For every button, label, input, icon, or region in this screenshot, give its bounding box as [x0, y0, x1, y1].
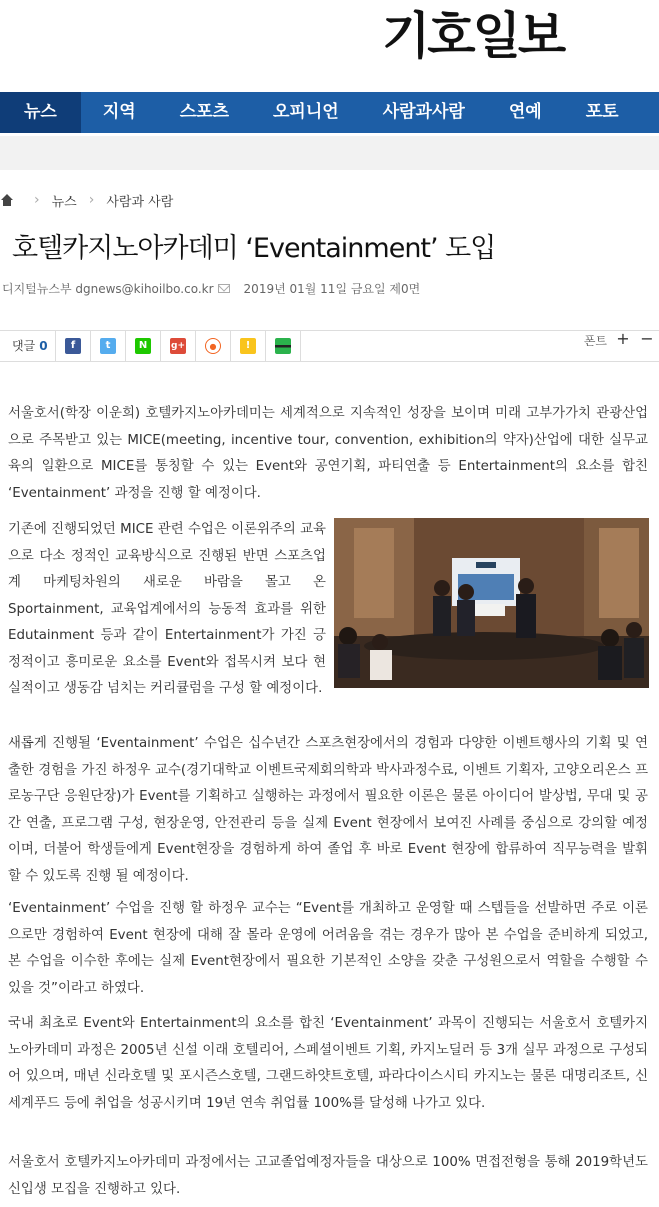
- sub-nav-bar: [0, 136, 659, 170]
- article-paragraph: 국내 최초로 Event와 Entertainment의 요소를 합친 ‘Eventainment’ 과목이 진행되는 서울호서 호텔카지노아카데미 과정은 2005년 신설 이래 호텔리어, 스페셜이벤트 기획, 카지노딜러 등 3개 실무 과정으로 구성되어 있으며, 매년 신라호텔 및 포시즌스호텔, 그랜드하얏트호텔, 파라다이스시티 카지노는 물론 대명리조트, 신세계푸드 등에 취업을 성공시키며 19년 연속 취업률 100%를 달성해 나가고 있다.: [8, 1016, 648, 1111]
- blog-icon: ●: [205, 338, 221, 354]
- kakao-story-icon: !: [240, 338, 256, 354]
- nav-item-opinion[interactable]: 오피니언: [273, 102, 339, 122]
- article-photo[interactable]: [334, 518, 649, 688]
- article-paragraph: 서울호서(학장 이운희) 호텔카지노아카데미는 세계적으로 지속적인 성장을 보이며 미래 고부가가치 관광산업으로 주목받고 있는 MICE(meeting, incentive tour, convention, exhibition의 약자)산업에 대한 실무교육의 일환으로 MICE를 통칭할 수 있는 Event와 공연기획, 파티연출 등 Entertainment의 요소를 합친 ‘Eventainment’ 과정을 진행 할 예정이다.: [8, 406, 648, 501]
- font-increase-button[interactable]: +: [616, 329, 630, 348]
- breadcrumb-news[interactable]: 뉴스: [51, 194, 77, 210]
- comments-count: 0: [39, 339, 48, 353]
- breadcrumb-people[interactable]: 사람과 사람: [106, 194, 174, 210]
- facebook-icon: f: [65, 338, 81, 354]
- article-title: 호텔카지노아카데미 ‘Eventainment’ 도입: [12, 233, 496, 264]
- naver-icon: N: [135, 338, 151, 354]
- nav-item-news[interactable]: 뉴스: [0, 92, 81, 133]
- font-label: 폰트: [583, 333, 607, 348]
- article-paragraph: ‘Eventainment’ 수업을 진행 할 하정우 교수는 “Event를 개최하고 운영할 때 스텝들을 선발하면 주로 이론으로만 경험하여 Event 현장에 대해 잘 몰라 운영에 어려움을 겪는 경우가 많아 본 수업을 준비하게 되었고, 본 수업을 이수한 후에는 실제 Event현장에서 필요한 기본적인 소양을 갖춘 구성원으로서 역할을 수행할 수 있을 것”이라고 하였다.: [8, 901, 648, 996]
- article-paragraph: 기존에 진행되었던 MICE 관련 수업은 이론위주의 교육으로 다소 정적인 교육방식으로 진행된 반면 스포츠업계 마케팅차원의 새로운 바람을 몰고 온 Sportainment, 교육업계에서의 능동적 효과를 위한 Edutainment 등과 같이 Entertainment가 가진 긍정적이고 흥미로운 요소를 Event와 접목시켜 보다 현실적이고 생동감 넘치는 커리큘럼을 구성 할 예정이다.: [8, 522, 326, 696]
- home-icon[interactable]: [0, 193, 14, 207]
- article-date: 2019년 01월 11일 금요일 제0면: [243, 282, 421, 296]
- chevron-right-icon: ›: [88, 192, 95, 208]
- main-nav: [0, 92, 659, 133]
- article-paragraph: 새롭게 진행될 ‘Eventainment’ 수업은 십수년간 스포츠현장에서의 경험과 다양한 이벤트행사의 기획 및 연출한 경험을 가진 하정우 교수(경기대학교 이벤트국제회의학과 박사과정수료, 이벤트 기획자, 고양오리온스 프로농구단 응원단장)가 Event를 기획하고 실행하는 과정에서 필요한 이론은 물론 아이디어 발상법, 무대 및 공간 연출, 프로그램 구성, 현장운영, 안전관리 등을 실제 Event 현장에서 보여진 사례를 중심으로 강의할 예정이며, 더불어 학생들에게 Event현장을 경험하게 하여 졸업 후 바로 Event 현장에 합류하여 직무능력을 발휘 할 수 있도록 진행 될 예정이다.: [8, 736, 648, 884]
- author-email[interactable]: 디지털뉴스부 dgnews@kihoilbo.co.kr: [2, 282, 214, 296]
- nav-item-sports[interactable]: 스포츠: [179, 102, 229, 122]
- twitter-icon: t: [100, 338, 116, 354]
- breadcrumb: [0, 190, 173, 210]
- google-plus-share-button[interactable]: [161, 331, 196, 361]
- nav-item-photo[interactable]: 포토: [585, 102, 619, 122]
- twitter-share-button[interactable]: [91, 331, 126, 361]
- ceremony-photo: [334, 518, 649, 688]
- email-icon[interactable]: [218, 284, 230, 293]
- site-logo[interactable]: 기호일보: [382, 7, 564, 65]
- font-decrease-button[interactable]: −: [640, 329, 654, 348]
- band-share-button[interactable]: [266, 331, 301, 361]
- masthead: [0, 0, 659, 90]
- chevron-right-icon: ›: [34, 192, 40, 208]
- blog-share-button[interactable]: [196, 331, 231, 361]
- nav-item-people[interactable]: 사람과사람: [382, 102, 465, 122]
- naver-share-button[interactable]: [126, 331, 161, 361]
- google-plus-icon: g+: [170, 338, 186, 354]
- article-paragraph: 서울호서 호텔카지노아카데미 과정에서는 고교졸업예정자들을 대상으로 100% 면접전형을 통해 2019학년도 신입생 모집을 진행하고 있다.: [8, 1155, 648, 1197]
- comments-button[interactable]: [0, 331, 56, 361]
- comments-label: 댓글: [12, 339, 36, 353]
- nav-item-entertainment[interactable]: 연예: [508, 102, 542, 122]
- article-byline: [2, 280, 420, 297]
- font-size-control: [584, 329, 659, 351]
- kakao-story-share-button[interactable]: [231, 331, 266, 361]
- facebook-share-button[interactable]: [56, 331, 91, 361]
- nav-item-region[interactable]: 지역: [102, 102, 136, 122]
- band-icon: [275, 338, 291, 354]
- share-toolbar: [0, 330, 659, 362]
